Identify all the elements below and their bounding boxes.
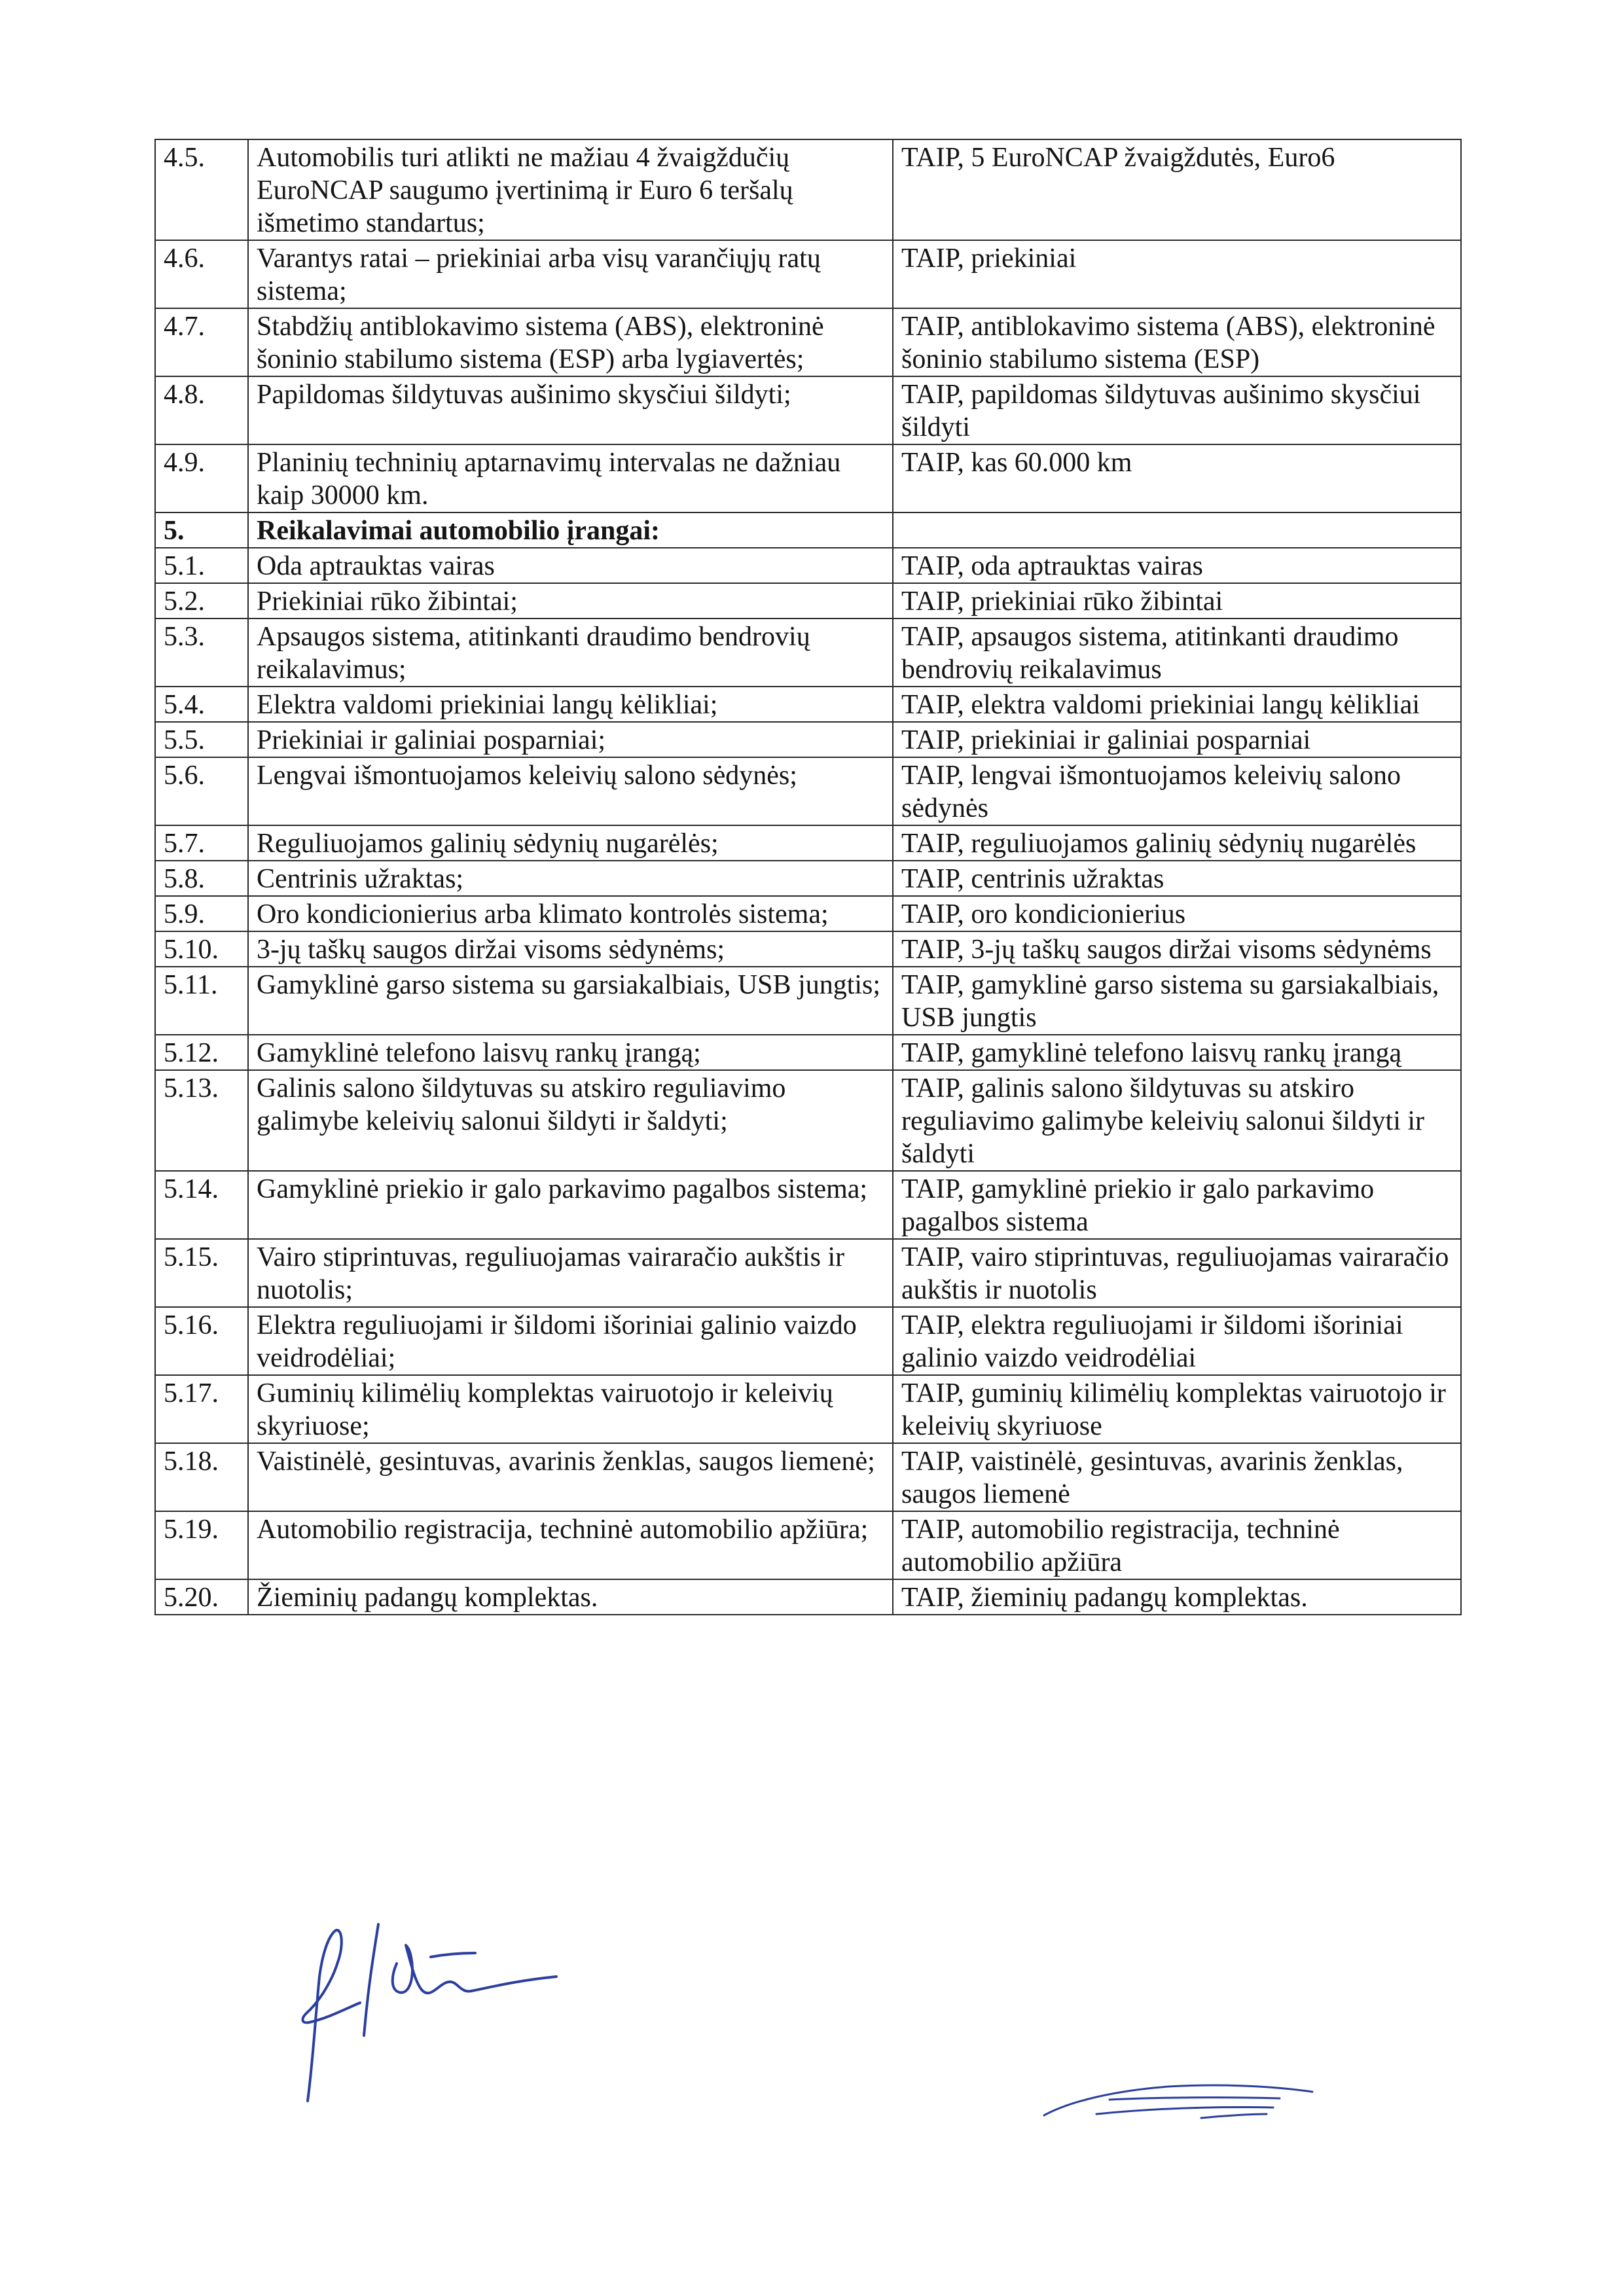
requirement-cell: Centrinis užraktas; bbox=[248, 861, 893, 896]
table-row bbox=[155, 619, 1461, 687]
item-number-cell: 5.17. bbox=[155, 1375, 248, 1443]
answer-cell: TAIP, gamyklinė priekio ir galo parkavimo pagalbos sistema bbox=[893, 1171, 1461, 1239]
answer-cell: TAIP, reguliuojamos galinių sėdynių nugarėlės bbox=[893, 825, 1461, 861]
answer-cell: TAIP, kas 60.000 km bbox=[893, 444, 1461, 512]
table-row bbox=[155, 308, 1461, 376]
answer-cell: TAIP, priekiniai rūko žibintai bbox=[893, 583, 1461, 619]
requirement-cell: 3-jų taškų saugos diržai visoms sėdynėms; bbox=[248, 931, 893, 967]
table-row bbox=[155, 825, 1461, 861]
table-row bbox=[155, 896, 1461, 931]
table-row bbox=[155, 1307, 1461, 1375]
requirement-cell: Automobilio registracija, techninė automobilio apžiūra; bbox=[248, 1511, 893, 1579]
handwritten-signature-right bbox=[1031, 2068, 1371, 2147]
item-number-cell: 5.11. bbox=[155, 967, 248, 1035]
requirement-cell: Reguliuojamos galinių sėdynių nugarėlės; bbox=[248, 825, 893, 861]
table-row bbox=[155, 757, 1461, 825]
requirement-cell: Vaistinėlė, gesintuvas, avarinis ženklas, saugos liemenė; bbox=[248, 1443, 893, 1511]
answer-cell: TAIP, priekiniai ir galiniai posparniai bbox=[893, 722, 1461, 757]
answer-cell: TAIP, centrinis užraktas bbox=[893, 861, 1461, 896]
table-row bbox=[155, 931, 1461, 967]
answer-cell: TAIP, lengvai išmontuojamos keleivių salono sėdynės bbox=[893, 757, 1461, 825]
item-number-cell: 5.9. bbox=[155, 896, 248, 931]
item-number-cell: 5.13. bbox=[155, 1070, 248, 1171]
answer-cell bbox=[893, 512, 1461, 548]
answer-cell: TAIP, galinis salono šildytuvas su atskiro reguliavimo galimybe keleivių salonui šildyti ir šaldyti bbox=[893, 1070, 1461, 1171]
item-number-cell: 5.8. bbox=[155, 861, 248, 896]
requirement-cell: Gamyklinė priekio ir galo parkavimo pagalbos sistema; bbox=[248, 1171, 893, 1239]
answer-cell: TAIP, 3-jų taškų saugos diržai visoms sėdynėms bbox=[893, 931, 1461, 967]
table-row bbox=[155, 861, 1461, 896]
item-number-cell: 5.2. bbox=[155, 583, 248, 619]
answer-cell: TAIP, priekiniai bbox=[893, 240, 1461, 308]
requirement-cell: Reikalavimai automobilio įrangai: bbox=[248, 512, 893, 548]
item-number-cell: 5.12. bbox=[155, 1035, 248, 1070]
answer-cell: TAIP, elektra reguliuojami ir šildomi išoriniai galinio vaizdo veidrodėliai bbox=[893, 1307, 1461, 1375]
requirement-cell: Gamyklinė telefono laisvų rankų įrangą; bbox=[248, 1035, 893, 1070]
item-number-cell: 4.5. bbox=[155, 139, 248, 240]
requirement-cell: Stabdžių antiblokavimo sistema (ABS), elektroninė šoninio stabilumo sistema (ESP) arba lygiavertės; bbox=[248, 308, 893, 376]
requirement-cell: Elektra reguliuojami ir šildomi išoriniai galinio vaizdo veidrodėliai; bbox=[248, 1307, 893, 1375]
item-number-cell: 4.6. bbox=[155, 240, 248, 308]
answer-cell: TAIP, antiblokavimo sistema (ABS), elektroninė šoninio stabilumo sistema (ESP) bbox=[893, 308, 1461, 376]
table-row bbox=[155, 548, 1461, 583]
item-number-cell: 5.3. bbox=[155, 619, 248, 687]
requirement-cell: Lengvai išmontuojamos keleivių salono sėdynės; bbox=[248, 757, 893, 825]
item-number-cell: 5.7. bbox=[155, 825, 248, 861]
answer-cell: TAIP, gamyklinė garso sistema su garsiakalbiais, USB jungtis bbox=[893, 967, 1461, 1035]
answer-cell: TAIP, 5 EuroNCAP žvaigždutės, Euro6 bbox=[893, 139, 1461, 240]
item-number-cell: 4.8. bbox=[155, 376, 248, 444]
requirement-cell: Priekiniai ir galiniai posparniai; bbox=[248, 722, 893, 757]
item-number-cell: 5. bbox=[155, 512, 248, 548]
answer-cell: TAIP, oro kondicionierius bbox=[893, 896, 1461, 931]
table-row bbox=[155, 1579, 1461, 1615]
answer-cell: TAIP, automobilio registracija, techninė automobilio apžiūra bbox=[893, 1511, 1461, 1579]
table-row bbox=[155, 240, 1461, 308]
requirement-cell: Oro kondicionierius arba klimato kontrolės sistema; bbox=[248, 896, 893, 931]
table-row bbox=[155, 1171, 1461, 1239]
requirement-cell: Elektra valdomi priekiniai langų kėlikliai; bbox=[248, 687, 893, 722]
table-row bbox=[155, 1239, 1461, 1307]
item-number-cell: 5.16. bbox=[155, 1307, 248, 1375]
requirement-cell: Automobilis turi atlikti ne mažiau 4 žvaigždučių EuroNCAP saugumo įvertinimą ir Euro 6 teršalų išmetimo standartus; bbox=[248, 139, 893, 240]
answer-cell: TAIP, žieminių padangų komplektas. bbox=[893, 1579, 1461, 1615]
item-number-cell: 5.4. bbox=[155, 687, 248, 722]
answer-cell: TAIP, guminių kilimėlių komplektas vairuotojo ir keleivių skyriuose bbox=[893, 1375, 1461, 1443]
item-number-cell: 5.20. bbox=[155, 1579, 248, 1615]
requirement-cell: Apsaugos sistema, atitinkanti draudimo bendrovių reikalavimus; bbox=[248, 619, 893, 687]
table-row bbox=[155, 444, 1461, 512]
requirement-cell: Varantys ratai – priekiniai arba visų varančiųjų ratų sistema; bbox=[248, 240, 893, 308]
requirement-cell: Žieminių padangų komplektas. bbox=[248, 1579, 893, 1615]
requirement-cell: Galinis salono šildytuvas su atskiro reguliavimo galimybe keleivių salonui šildyti ir šaldyti; bbox=[248, 1070, 893, 1171]
answer-cell: TAIP, apsaugos sistema, atitinkanti draudimo bendrovių reikalavimus bbox=[893, 619, 1461, 687]
table-row bbox=[155, 1375, 1461, 1443]
requirement-cell: Papildomas šildytuvas aušinimo skysčiui šildyti; bbox=[248, 376, 893, 444]
requirements-table bbox=[154, 139, 1462, 1615]
table-row bbox=[155, 583, 1461, 619]
table-section-row bbox=[155, 512, 1461, 548]
answer-cell: TAIP, elektra valdomi priekiniai langų kėlikliai bbox=[893, 687, 1461, 722]
table-row bbox=[155, 967, 1461, 1035]
requirement-cell: Guminių kilimėlių komplektas vairuotojo ir keleivių skyriuose; bbox=[248, 1375, 893, 1443]
item-number-cell: 5.18. bbox=[155, 1443, 248, 1511]
item-number-cell: 5.15. bbox=[155, 1239, 248, 1307]
table-row bbox=[155, 139, 1461, 240]
item-number-cell: 4.9. bbox=[155, 444, 248, 512]
answer-cell: TAIP, papildomas šildytuvas aušinimo skysčiui šildyti bbox=[893, 376, 1461, 444]
item-number-cell: 4.7. bbox=[155, 308, 248, 376]
item-number-cell: 5.1. bbox=[155, 548, 248, 583]
requirements-table-body bbox=[155, 139, 1461, 1615]
requirement-cell: Gamyklinė garso sistema su garsiakalbiais, USB jungtis; bbox=[248, 967, 893, 1035]
table-row bbox=[155, 687, 1461, 722]
requirement-cell: Oda aptrauktas vairas bbox=[248, 548, 893, 583]
requirement-cell: Vairo stiprintuvas, reguliuojamas vairaračio aukštis ir nuotolis; bbox=[248, 1239, 893, 1307]
table-row bbox=[155, 722, 1461, 757]
answer-cell: TAIP, vairo stiprintuvas, reguliuojamas vairaračio aukštis ir nuotolis bbox=[893, 1239, 1461, 1307]
item-number-cell: 5.14. bbox=[155, 1171, 248, 1239]
table-row bbox=[155, 1511, 1461, 1579]
item-number-cell: 5.10. bbox=[155, 931, 248, 967]
table-row bbox=[155, 1035, 1461, 1070]
requirement-cell: Priekiniai rūko žibintai; bbox=[248, 583, 893, 619]
table-row bbox=[155, 376, 1461, 444]
table-row bbox=[155, 1070, 1461, 1171]
answer-cell: TAIP, vaistinėlė, gesintuvas, avarinis ženklas, saugos liemenė bbox=[893, 1443, 1461, 1511]
item-number-cell: 5.5. bbox=[155, 722, 248, 757]
answer-cell: TAIP, gamyklinė telefono laisvų rankų įrangą bbox=[893, 1035, 1461, 1070]
item-number-cell: 5.6. bbox=[155, 757, 248, 825]
answer-cell: TAIP, oda aptrauktas vairas bbox=[893, 548, 1461, 583]
requirement-cell: Planinių techninių aptarnavimų intervalas ne dažniau kaip 30000 km. bbox=[248, 444, 893, 512]
item-number-cell: 5.19. bbox=[155, 1511, 248, 1579]
table-row bbox=[155, 1443, 1461, 1511]
handwritten-signature-left bbox=[281, 1885, 609, 2121]
